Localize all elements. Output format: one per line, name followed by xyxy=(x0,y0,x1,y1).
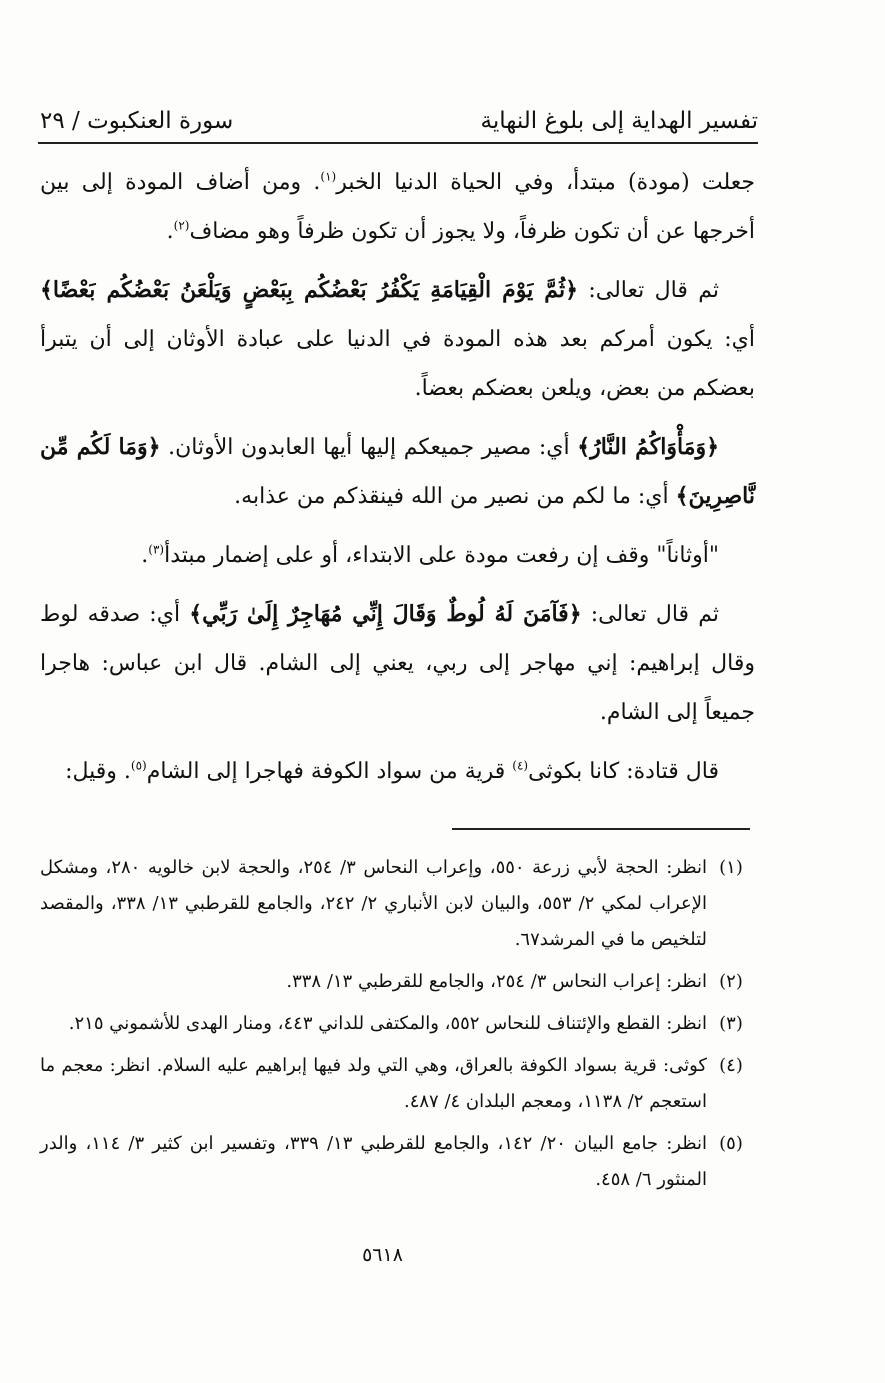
quran-verse: ﴿وَمَا لَكُم مِّن نَّاصِرِينَ﴾ xyxy=(40,434,755,509)
running-header xyxy=(40,98,758,134)
footnote-number: (٣) xyxy=(719,1013,743,1034)
text-run: أي: مصير جميعكم إليها أيها العابدون الأوثان. xyxy=(160,435,578,460)
footnote-2 xyxy=(40,964,755,1000)
text-run: ثم قال تعالى: xyxy=(581,602,719,627)
quran-verse: ﴿وَمَأْوَاكُمُ النَّارُ﴾ xyxy=(577,434,719,460)
footnote-1 xyxy=(40,850,755,958)
footnote-number: (٢) xyxy=(719,971,743,992)
footnote-number: (١) xyxy=(719,857,743,878)
text-run: ثم قال تعالى: xyxy=(577,278,720,303)
footnote-3 xyxy=(40,1006,755,1042)
footnotes xyxy=(40,850,755,1204)
text-run: جعلت (مودة) مبتدأ، وفي الحياة الدنيا الخبر xyxy=(336,170,755,195)
text-run: أي: ما لكم من نصير من الله فينقذكم من عذابه. xyxy=(234,484,676,509)
page-number: ٥٦١٨ xyxy=(362,1244,403,1266)
paragraph-4 xyxy=(40,531,755,580)
text-run: أي: يكون أمركم بعد هذه المودة في الدنيا على عبادة الأوثان إلى أن يتبرأ بعضكم من بعض، ويلعن بعضكم بعضاً. xyxy=(40,327,755,401)
text-run: . وقيل: xyxy=(65,759,131,784)
paragraph-1 xyxy=(40,158,755,256)
footnote-ref-2: (٢) xyxy=(173,218,190,233)
footnote-number: (٤) xyxy=(719,1055,743,1076)
footnote-text: انظر: جامع البيان ٢٠/ ١٤٢، والجامع للقرطبي ١٣/ ٣٣٩، وتفسير ابن كثير ٣/ ١١٤، والدر المنثور ٦/ ٤٥٨. xyxy=(40,1133,707,1190)
footnote-5 xyxy=(40,1126,755,1198)
footnote-4 xyxy=(40,1048,755,1120)
header-rule xyxy=(38,142,758,144)
quran-verse: ﴿ثُمَّ يَوْمَ الْقِيَامَةِ يَكْفُرُ بَعْضُكُم بِبَعْضٍ وَيَلْعَنُ بَعْضُكُم بَعْضًا﴾ xyxy=(40,277,578,303)
footnote-number: (٥) xyxy=(719,1133,743,1154)
footnote-text: كوثى: قرية بسواد الكوفة بالعراق، وهي التي ولد فيها إبراهيم عليه السلام. انظر: معجم ما استعجم ٢/ ١١٣٨، ومعجم البلدان ٤/ ٤٨٧. xyxy=(40,1055,707,1112)
main-text xyxy=(40,158,755,806)
text-run: . ومن أضاف المودة إلى بين أخرجها عن أن تكون ظرفاً، ولا يجوز أن تكون ظرفاً وهو مضاف xyxy=(40,170,755,244)
text-run: أي: صدقه لوط وقال إبراهيم: إني مهاجر إلى ربي، يعني إلى الشام. قال ابن عباس: هاجرا جميعاً إلى الشام. xyxy=(40,602,755,725)
text-run: "أوثاناً" وقف إن رفعت مودة على الابتداء، أو على إضمار مبتدأ xyxy=(164,543,719,568)
paragraph-2 xyxy=(40,266,755,413)
paragraph-6 xyxy=(40,747,755,796)
text-run: قرية من سواد الكوفة فهاجرا إلى الشام xyxy=(146,759,513,784)
footnote-ref-3: (٣) xyxy=(148,542,165,557)
footnote-ref-1: (١) xyxy=(320,169,337,184)
footnote-text: انظر: الحجة لأبي زرعة ٥٥٠، وإعراب النحاس ٣/ ٢٥٤، والحجة لابن خالويه ٢٨٠، ومشكل الإعراب لمكي ٢/ ٥٥٣، والبيان لابن الأنباري ٢/ ٢٤٢، والجامع للقرطبي ١٣/ ٣٣٨، والمقصد لتلخيص ما في المرشد٦٧. xyxy=(40,857,707,950)
footnote-text: انظر: القطع والإئتناف للنحاس ٥٥٢، والمكتفى للداني ٤٤٣، ومنار الهدى للأشموني ٢١٥. xyxy=(68,1013,707,1034)
footnote-ref-5: (٥) xyxy=(130,758,147,773)
book-title: تفسير الهداية إلى بلوغ النهاية xyxy=(480,108,758,134)
footnote-text: انظر: إعراب النحاس ٣/ ٢٥٤، والجامع للقرطبي ١٣/ ٣٣٨. xyxy=(286,971,707,992)
footnote-separator xyxy=(452,828,750,830)
paragraph-5 xyxy=(40,590,755,737)
text-run: قال قتادة: كانا بكوثى xyxy=(528,759,719,784)
paragraph-3 xyxy=(40,423,755,521)
text-run: . xyxy=(141,543,149,568)
quran-verse: ﴿فَآمَنَ لَهُ لُوطٌ وَقَالَ إِنِّي مُهَاجِرٌ إِلَىٰ رَبِّي﴾ xyxy=(189,601,582,627)
text-run: . xyxy=(166,219,174,244)
surah-label: سورة العنكبوت / ٢٩ xyxy=(40,108,234,134)
footnote-ref-4: (٤) xyxy=(512,758,529,773)
